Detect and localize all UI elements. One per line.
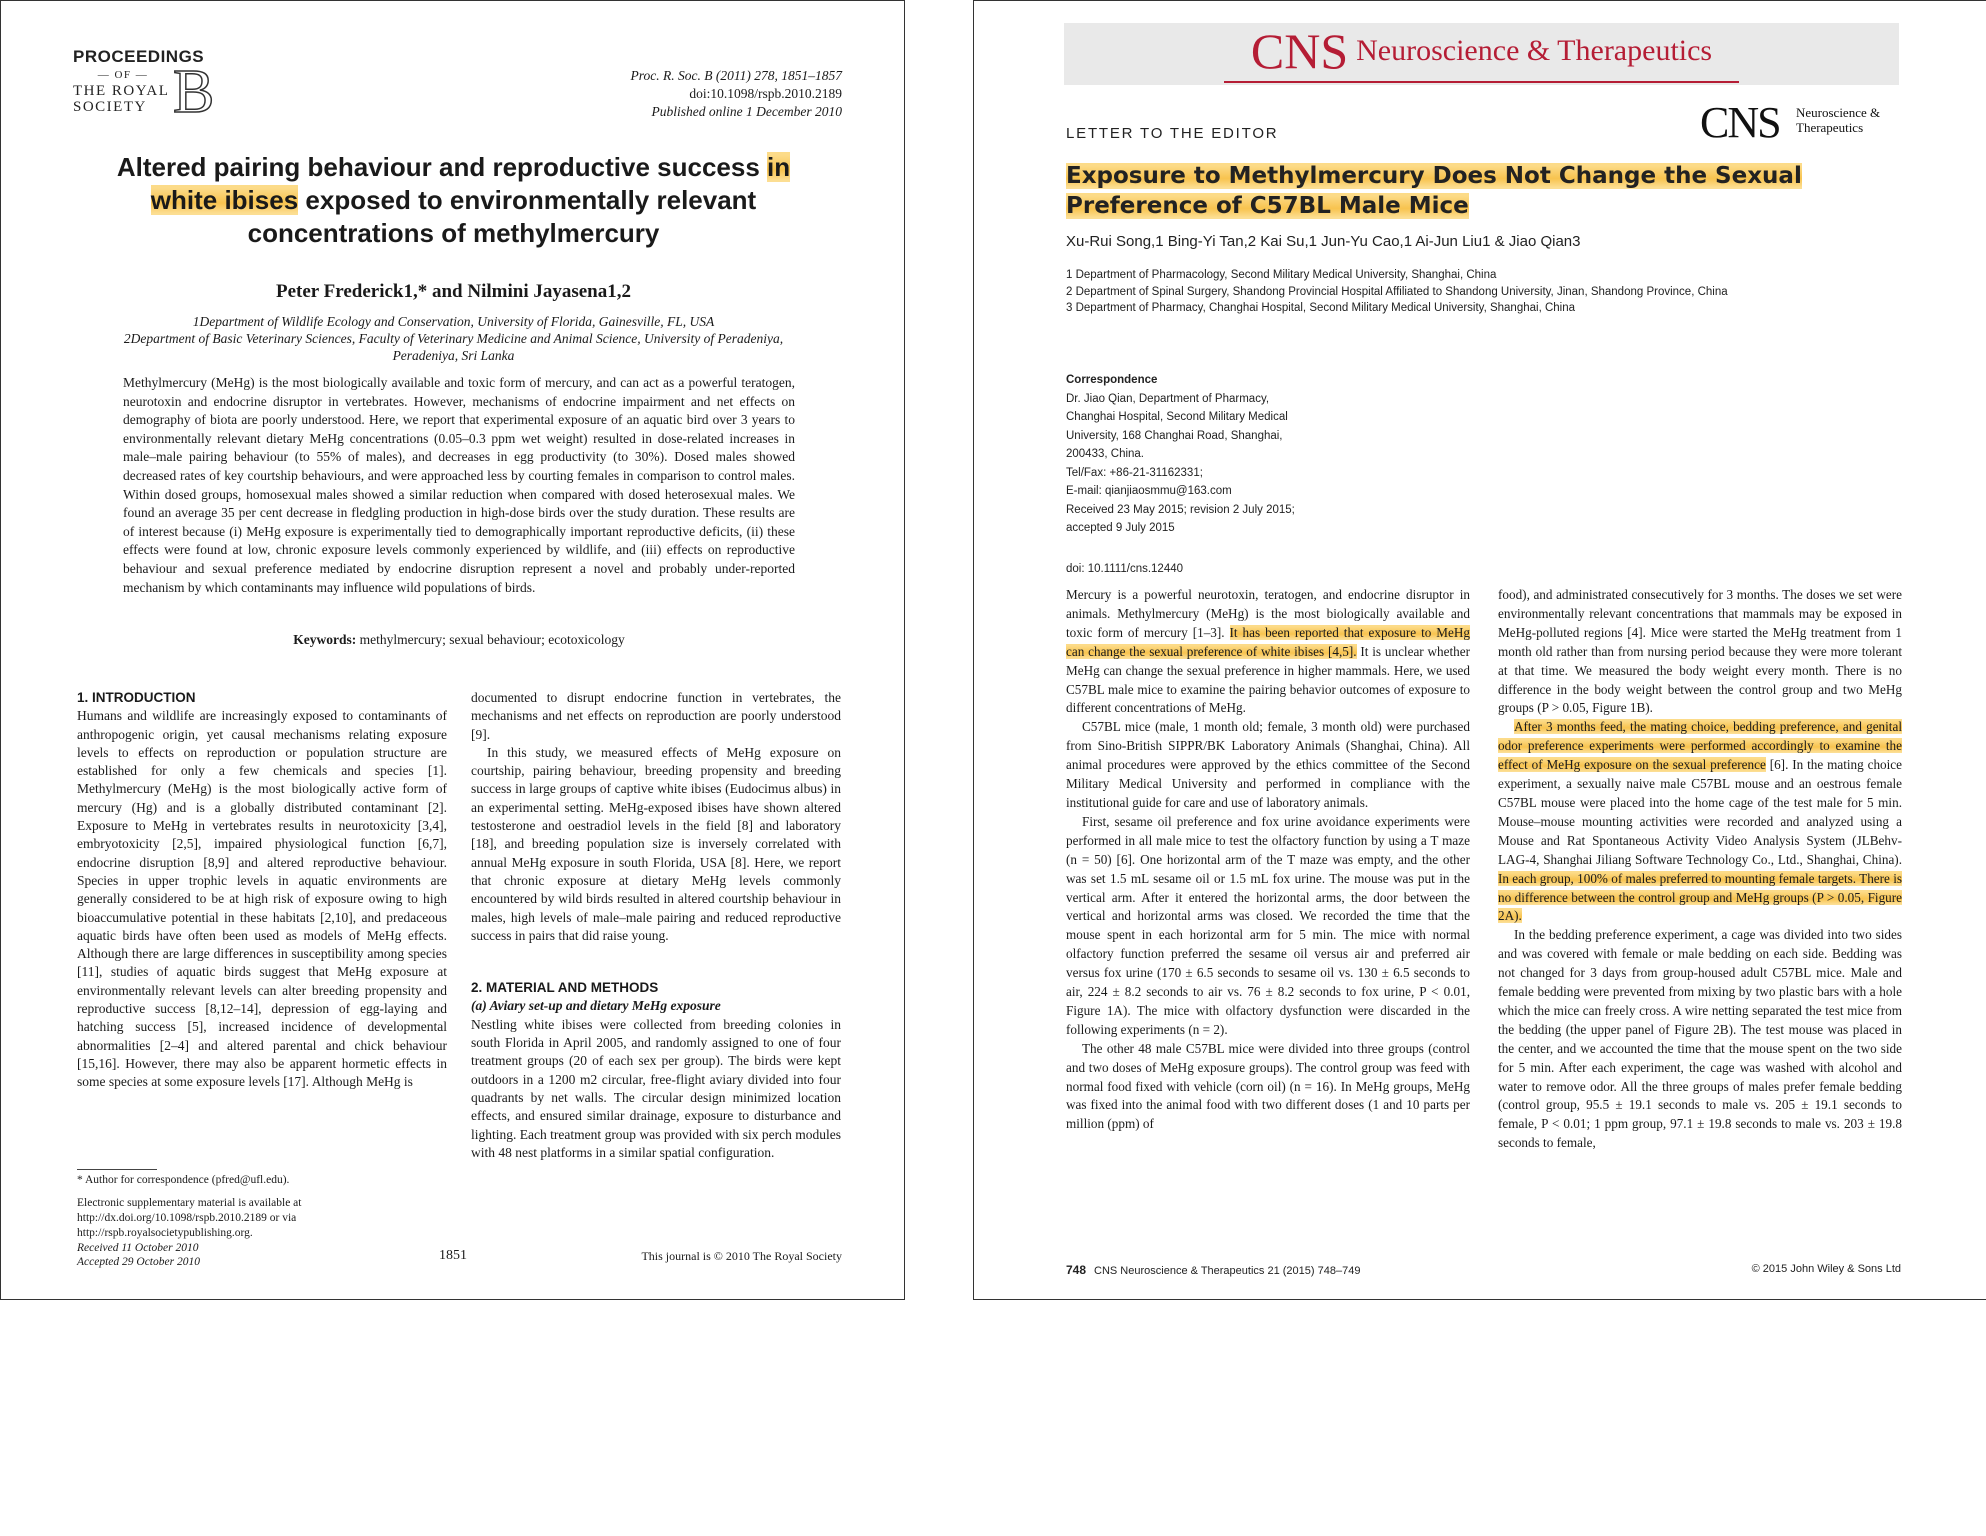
page-footer [1066, 1263, 1901, 1277]
correspondence-line: University, 168 Changhai Road, Shanghai, [1066, 429, 1283, 442]
affiliation: 2 Department of Spinal Surgery, Shandong Provincial Hospital Affiliated to Shandong University, Jinan, Shandong Province, China [1066, 285, 1728, 298]
affiliation: 2Department of Basic Veterinary Sciences, Faculty of Veterinary Medicine and Animal Science, University of Peradeniya, Peradeniya, Sri Lanka [123, 331, 784, 363]
column-right [471, 689, 841, 1162]
keywords [123, 632, 795, 648]
column-left [77, 689, 447, 1092]
correspondence [1066, 371, 1295, 538]
authors-text: Peter Frederick1,* and Nilmini Jayasena1,2 [276, 281, 631, 302]
footnotes [77, 1173, 447, 1241]
paragraph: Humans and wildlife are increasingly exposed to contaminants of anthropogenic origin, yet causal mechanisms relating exposure levels to effects on reproduction or population structure are established for only a few chemicals and species [1]. Methylmercury (MeHg) is the most biologically active form of mercury (Hg) and is a globally distributed contaminant [2]. Exposure to MeHg in vertebrates results in neurotoxicity [3,4], embryotoxicity [2,5], impaired physiological function [6,7], endocrine disruption [8,9] and altered reproductive behaviour. Species in upper trophic levels in aquatic environments are generally considered to be at high risk of exposure owing to high bioaccumulative potential in these habitats [2,10], and predaceous aquatic birds have often been used as models of MeHg effects. Although there are large differences in susceptibility among species [11], studies of aquatic birds suggest that MeHg exposure at environmentally relevant levels can alter breeding propensity and reproductive success [8,12–14], depression of egg-laying and hatching success [5], increased incidence of developmental abnormalities [2–4] and altered parental and chick behaviour [15,16]. However, there may also be apparent hormetic effects in some species at some exposure levels [17]. Although MeHg is [77, 708, 447, 1090]
correspondence-line: Received 23 May 2015; revision 2 July 2015; [1066, 503, 1295, 516]
title-part: Altered pairing behaviour and reproductive success [116, 152, 768, 182]
subsection-heading: (a) Aviary set-up and dietary MeHg exposure [471, 998, 721, 1014]
text-run: [6]. In the mating choice experiment, a sexually naive male C57BL mouse and an oestrous female C57BL mouse were placed into the home cage of the test male for 5 min. Mouse–mouse mounting activities were recorded and analyzed using a Mouse and Rat Spontaneous Activity Video Analysis System (JLBehv-LAG-4, Shanghai Jiliang Software Technology Co., Ltd., Shanghai, China). [1498, 757, 1903, 867]
column-left [1066, 586, 1470, 1134]
logo-text-society: SOCIETY [73, 99, 147, 115]
title-part: exposed to environmentally relevant concentrations of methylmercury [247, 185, 757, 248]
correspondence-line: 200433, China. [1066, 448, 1145, 460]
section-heading-methods: 2. MATERIAL AND METHODS [471, 980, 659, 996]
banner-underline [1224, 81, 1739, 83]
copyright: © 2015 John Wiley & Sons Ltd [1751, 1263, 1901, 1275]
affiliation: 1 Department of Pharmacology, Second Military Medical University, Shanghai, China [1066, 269, 1497, 281]
correspondence-line: Dr. Jiao Qian, Department of Pharmacy, [1066, 392, 1270, 405]
cns-logo [1700, 98, 1881, 147]
page-number: 1851 [439, 1248, 467, 1263]
paper-page-cns [973, 0, 1986, 1300]
journal-doi: doi:10.1098/rspb.2010.2189 [689, 86, 842, 101]
article-title [101, 151, 806, 250]
footnote-correspondence: * Author for correspondence (pfred@ufl.edu). [77, 1174, 290, 1186]
paragraph: documented to disrupt endocrine function in vertebrates, the mechanisms and net effects on reproduction are poorly understood [9]. [471, 690, 841, 742]
correspondence-heading: Correspondence [1066, 374, 1158, 386]
title-highlight: in white ibises [150, 152, 791, 215]
logo-cns: CNS [1700, 98, 1780, 147]
banner-journal-name: Neuroscience & Therapeutics [1356, 34, 1713, 67]
footnote-rule [77, 1169, 157, 1170]
article-type: LETTER TO THE EDITOR [1066, 125, 1279, 142]
received-date: Received 11 October 2010 [77, 1242, 199, 1254]
page-reflection-right [973, 1300, 1986, 1536]
journal-reference [631, 67, 842, 121]
paragraph [1498, 718, 1902, 926]
keywords-list: methylmercury; sexual behaviour; ecotoxicology [359, 632, 625, 647]
page-reflection-left [0, 1300, 905, 1536]
text-run: Mercury is a powerful neurotoxin, teratogen, and endocrine disruptor in animals. Methylmercury (MeHg) is the most biologically available and toxic form of mercury [1–3]. [1066, 587, 1470, 640]
paragraph: food), and administrated consecutively for 3 months. The doses we set were environmentally relevant concentrations that mammals may be exposed in MeHg-polluted regions [4]. Mice were started the MeHg treatment from 1 month old rather than from nursing period because they were more tolerant at that time. We measured the body weight every month. There is no difference in the body weight between the control group and two MeHg groups (P > 0.05, Figure 1B). [1498, 587, 1902, 716]
article-doi: doi: 10.1111/cns.12440 [1066, 563, 1184, 575]
paper-page-proc-roy-soc-b [0, 0, 905, 1300]
banner-cns: CNS [1250, 23, 1349, 79]
published-online-date: Published online 1 December 2010 [651, 104, 842, 119]
correspondence-email[interactable]: E-mail: qianjiaosmmu@163.com [1066, 485, 1232, 497]
paragraph: The other 48 male C57BL mice were divided into three groups (control and two doses of MeHg exposure groups). The control group was feed with normal food fixed with vehicle (corn oil) (n = 16). In MeHg groups, MeHg was fixed into the animal food with two different doses (1 and 10 parts per million (ppm) of [1066, 1040, 1470, 1132]
highlighted-text: In each group, 100% of males preferred to mounting female targets. There is no difference between the control group and MeHg groups (P > 0.05, Figure 2A). [1498, 870, 1902, 924]
paragraph: First, sesame oil preference and fox urine avoidance experiments were performed in all male mice to test the olfactory function by using a T maze (n = 50) [6]. One horizontal arm of the T maze was empty, and the other was set 1.5 mL sesame oil or 1.5 mL fox urine. The mouse was put in the vertical arm. After it entered the horizontal arms, the door between the vertical and horizontal arms was closed. We recorded the time that the mouse spent in each horizontal arm for 5 min. The mice with normal olfactory function preferred the sesame oil versus air and preferred air versus fox urine (170 ± 6.5 seconds to sesame oil vs. 130 ± 6.5 seconds to air, 224 ± 8.2 seconds to air vs. 76 ± 8.2 seconds to fox urine, P < 0.01, Figure 1A). The mice with olfactory dysfunction were discarded in the following experiments (n = 2). [1066, 813, 1470, 1037]
logo-text-proceedings: PROCEEDINGS [73, 47, 205, 66]
paragraph [1066, 586, 1470, 718]
highlighted-text: After 3 months feed, the mating choice, bedding preference, and genital odor preference experiments were performed accordingly to examine the effect of MeHg exposure on the sexual preference [1498, 719, 1902, 773]
copyright: This journal is © 2010 The Royal Society [641, 1249, 842, 1263]
author-affiliations [1066, 267, 1728, 317]
received-accepted [77, 1241, 200, 1269]
logo-letter-b: B [173, 58, 215, 126]
footnote-esm: Electronic supplementary material is available at http://dx.doi.org/10.1098/rspb.2010.2189 or via http://rspb.royalsocietypublishing.org. [77, 1197, 302, 1239]
affiliation: 1Department of Wildlife Ecology and Conservation, University of Florida, Gainesville, FL, USA [192, 314, 715, 329]
affiliation: 3 Department of Pharmacy, Changhai Hospital, Second Military Medical University, Shanghai, China [1066, 302, 1576, 314]
logo-name-line: Therapeutics [1796, 120, 1864, 135]
logo-text-the-royal: THE ROYAL [73, 83, 170, 99]
article-authors: Xu-Rui Song,1 Bing-Yi Tan,2 Kai Su,1 Jun-Yu Cao,1 Ai-Jun Liu1 & Jiao Qian3 [1066, 233, 1581, 250]
paragraph: In the bedding preference experiment, a cage was divided into two sides and was covered with female or male bedding on each side. Bedding was not changed for 3 days from group-housed adult C57BL mice. Male and female bedding were prevented from mixing by two plastic bars with a hole which the mice can freely cross. A wire netting separated the test mice from the bedding (the upper panel of Figure 2B). The test mouse was placed in the center, and we accounted the time that the mouse spent on the two side for 5 min. After each experiment, the cage was washed with alcohol and water to remove odor. All the three groups of males prefer female bedding (control group, 95.5 ± 19.1 seconds to male vs. 205 ± 19.1 seconds to female, P < 0.01; 1 ppm group, 97.1 ± 19.8 seconds to male vs. 203 ± 19.8 seconds to female, [1498, 927, 1902, 1151]
paragraph: C57BL mice (male, 1 month old; female, 3 month old) were purchased from Sino-British SIPPR/BK Laboratory Animals (Shanghai, China). All animal procedures were approved by the ethics committee of the Second Military Medical University and performed in compliance with the institutional guide for care and use of laboratory animals. [1066, 719, 1470, 810]
logo-journal-name [1796, 105, 1906, 135]
correspondence-line: Tel/Fax: +86-21-31162331; [1066, 466, 1203, 479]
paragraph: In this study, we measured effects of MeHg exposure on courtship, pairing behaviour, breeding propensity and breeding success in large groups of captive white ibises (Eudocimus albus) in an experimental setting. MeHg-exposed ibises have shown altered testosterone and oestradiol levels in the field [8] and laboratory [18], and breeding population size is inversely correlated with annual MeHg exposure in south Florida, USA [8]. Here, we report that chronic exposure at dietary MeHg levels commonly encountered by wild birds resulted in altered courtship behaviour in males, high levels of male–male pairing and reduced reproductive success in pairs that did raise young. [471, 744, 841, 943]
paragraph: Nestling white ibises were collected from breeding colonies in south Florida in April 2005, and randomly assigned to one of four treatment groups (20 of each sex per group). The birds were kept outdoors in a 1200 m2 circular, free-flight aviary divided into four quadrants by net walls. The circular design minimized location effects, and ensured similar drainage, exposure to disturbance and lighting. Each treatment group was provided with six perch modules with 48 nest platforms in a similar spatial configuration. [471, 1016, 841, 1160]
correspondence-line: Changhai Hospital, Second Military Medical [1066, 411, 1288, 423]
author-affiliations [101, 313, 806, 364]
article-title [1066, 161, 1886, 221]
keywords-label: Keywords: [293, 632, 357, 647]
article-authors [101, 281, 806, 303]
logo-name-line: Neuroscience & [1796, 105, 1881, 120]
journal-citation: Proc. R. Soc. B (2011) 278, 1851–1857 [630, 68, 842, 83]
royal-society-logo [73, 47, 223, 125]
correspondence-line: accepted 9 July 2015 [1066, 522, 1175, 534]
page-number: 748 [1066, 1263, 1087, 1277]
footer-journal: CNS Neuroscience & Therapeutics 21 (2015) 748–749 [1094, 1265, 1361, 1277]
text-run: It is unclear whether MeHg can change the sexual preference in higher mammals. Here, we used C57BL male mice to examine the pairing behavior outcomes of exposure to different concentrations of MeHg. [1066, 643, 1470, 716]
accepted-date: Accepted 29 October 2010 [77, 1256, 200, 1268]
section-heading-introduction: 1. INTRODUCTION [77, 690, 196, 705]
journal-banner [1064, 23, 1899, 85]
highlighted-text: It has been reported that exposure to MeHg can change the sexual preference of white ibises [4,5]. [1066, 624, 1470, 659]
column-right [1498, 586, 1902, 1153]
title-highlight: Exposure to Methylmercury Does Not Change the Sexual Preference of C57BL Male Mice [1066, 163, 1802, 219]
logo-text-of: — OF — [97, 69, 149, 81]
abstract: Methylmercury (MeHg) is the most biologically available and toxic form of mercury, and can act as a powerful teratogen, neurotoxin and endocrine disruptor in vertebrates. However, mechanisms of endocrine impairment and net effects on demography of biota are poorly understood. Here, we report that experimental exposure of an aquatic bird over 3 years to environmentally relevant dietary MeHg concentrations (0.05–0.3 ppm wet weight) resulted in dose-related increases in male–male pairing behaviour (to 55% of males), and decreases in egg productivity (to 30%). Dosed males showed decreased rates of key courtship behaviours, and were approached less by courting females in comparison to control males. Within dosed groups, homosexual males showed a similar reduction when compared with dosed heterosexual males. We found an average 35 per cent decrease in fledgling production in high-dose birds over the study duration. These results are of interest because (i) MeHg exposure is experimentally tied to demographically important reproductive deficits, (ii) these effects were found at low, chronic exposure levels commonly experienced by wildlife, and (iii) effects on reproductive behaviour and sexual preference mediated by endocrine disruption represent a novel and probably under-reported mechanism by which contaminants may influence wild populations of birds. [123, 375, 795, 595]
